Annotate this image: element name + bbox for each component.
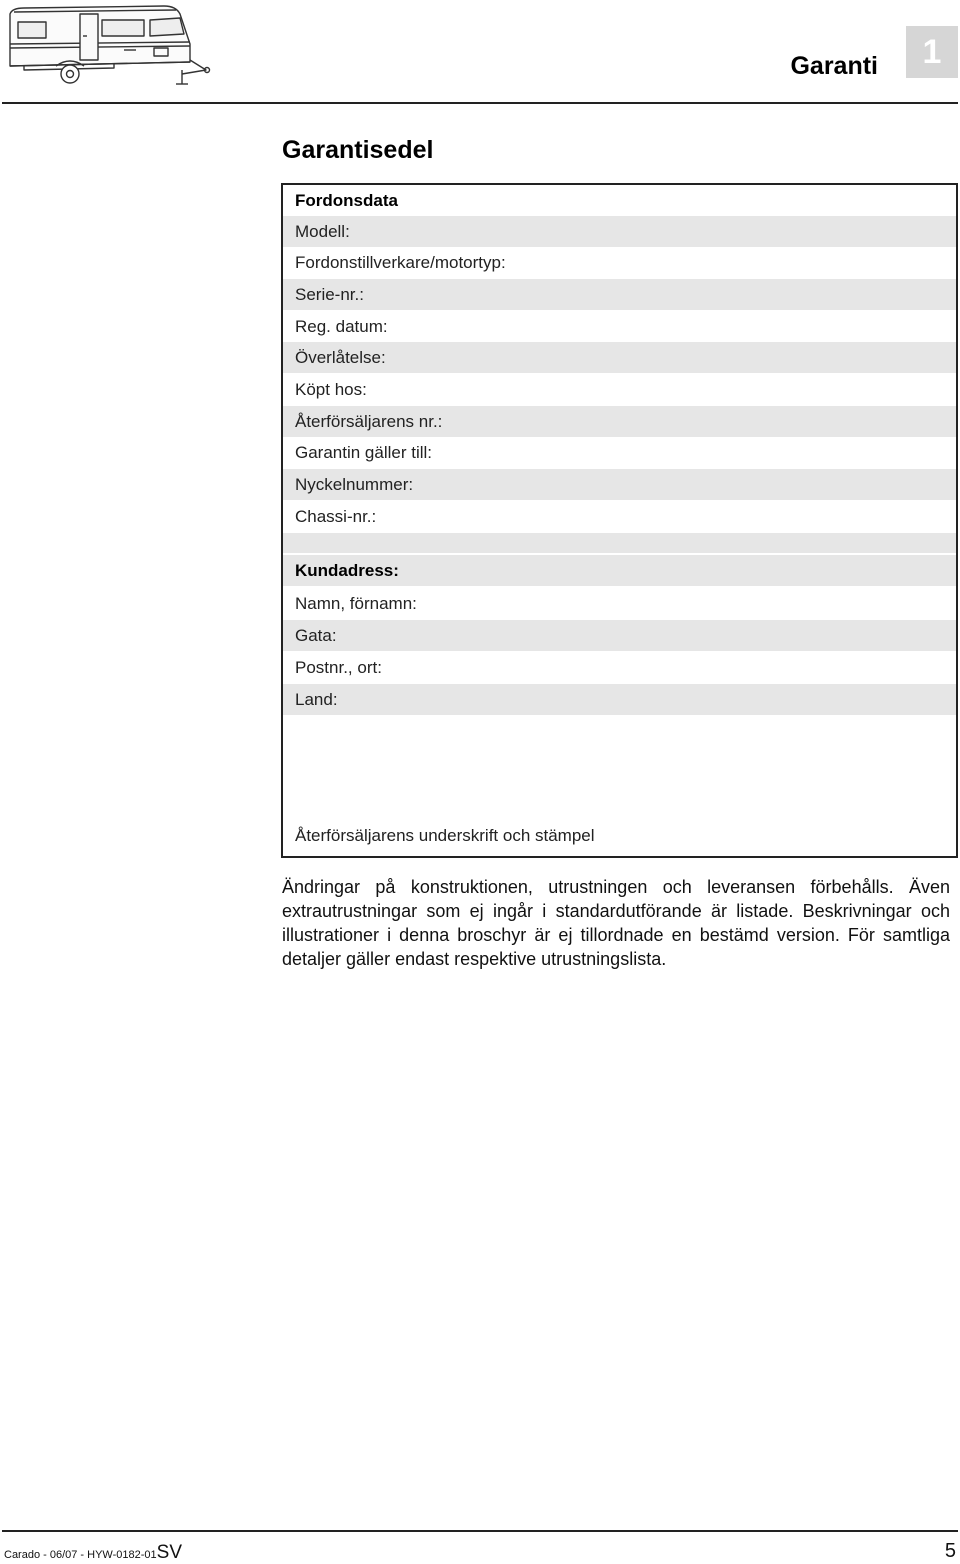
field-serial-number[interactable]: Serie-nr.:: [283, 279, 956, 310]
chapter-number-badge: 1: [906, 26, 958, 78]
field-model[interactable]: Modell:: [283, 216, 956, 247]
field-dealer-number[interactable]: Återförsäljarens nr.:: [283, 406, 956, 437]
form-title: Garantisedel: [282, 136, 434, 164]
spacer-row: [283, 533, 956, 553]
field-manufacturer-engine[interactable]: Fordonstillverkare/motortyp:: [295, 253, 506, 272]
field-street[interactable]: Gata:: [283, 620, 956, 651]
language-code: SV: [156, 1542, 183, 1563]
field-warranty-valid-until[interactable]: Garantin gäller till:: [295, 443, 433, 462]
footer-divider: [2, 1530, 958, 1532]
field-name[interactable]: Namn, förnamn:: [295, 594, 417, 613]
disclaimer-text: Ändringar på konstruktionen, utrustningen och leveransen förbehålls. Även extrautrustningar som ej ingår i standardutförande är listade. Beskrivningar och illustrationer i denna broschyr är ej tillordnade en bestämd version. För samtliga detaljer gäller endast respektive utrustningslista.: [282, 877, 950, 969]
caravan-illustration-icon: [4, 4, 212, 88]
header-divider: [2, 102, 958, 104]
document-code: Carado - 06/07 - HYW-0182-01: [4, 1549, 157, 1561]
field-transfer[interactable]: Överlåtelse:: [283, 342, 956, 373]
section-title: Garanti: [790, 52, 878, 80]
warranty-form: [281, 183, 958, 858]
vehicle-data-heading: Fordonsdata: [295, 191, 398, 210]
field-registration-date[interactable]: Reg. datum:: [295, 317, 388, 336]
field-purchased-from[interactable]: Köpt hos:: [295, 380, 367, 399]
field-country[interactable]: Land:: [283, 684, 956, 715]
customer-address-heading: Kundadress:: [283, 555, 956, 586]
field-postcode-city[interactable]: Postnr., ort:: [295, 658, 382, 677]
footer-document-code: [4, 1542, 182, 1564]
field-chassis-number[interactable]: Chassi-nr.:: [295, 507, 377, 526]
dealer-signature-label: Återförsäljarens underskrift och stämpel: [295, 826, 595, 845]
page-number: 5: [944, 1540, 956, 1562]
field-key-number[interactable]: Nyckelnummer:: [283, 469, 956, 500]
